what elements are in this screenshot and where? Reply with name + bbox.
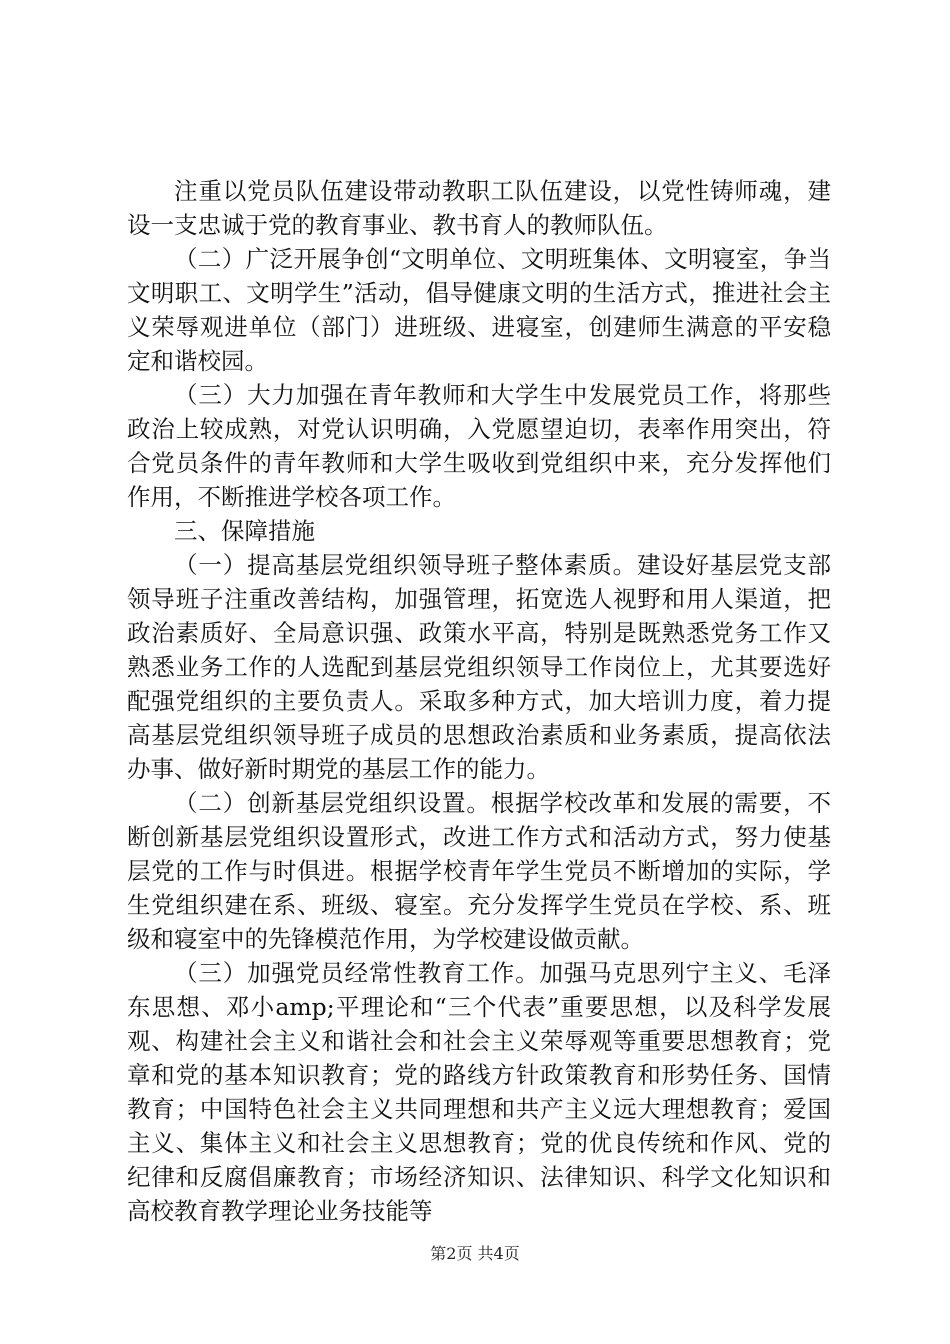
page-number-footer: 第2页 共4页 [430,1244,520,1263]
paragraph-item-2: （二）广泛开展争创“文明单位、文明班集体、文明寝室，争当文明职工、文明学生”活动，倡导健康文明的生活方式，推进社会主义荣辱观进单位（部门）进班级、进寝室，创建师生满意的平安稳定和谐校园。 [127,245,831,375]
paragraph-item-3: （三）大力加强在青年教师和大学生中发展党员工作，将那些政治上较成熟，对党认识明确，入党愿望迫切，表率作用突出，符合党员条件的青年教师和大学生吸收到党组织中来，充分发挥他们作用，不断推进学校各项工作。 [127,381,831,511]
paragraph-continuation: 注重以党员队伍建设带动教职工队伍建设，以党性铸师魂，建设一支忠诚于党的教育事业、教书育人的教师队伍。 [127,177,831,239]
paragraph-measure-2: （二）创新基层党组织设置。根据学校改革和发展的需要，不断创新基层党组织设置形式，改进工作方式和活动方式，努力使基层党的工作与时俱进。根据学校青年学生党员不断增加的实际，学生党组织建在系、班级、寝室。充分发挥学生党员在学校、系、班级和寝室中的先锋模范作用，为学校建设做贡献。 [127,789,831,953]
paragraph-measure-1: （一）提高基层党组织领导班子整体素质。建设好基层党支部领导班子注重改善结构，加强管理，拓宽选人视野和用人渠道，把政治素质好、全局意识强、政策水平高，特别是既熟悉党务工作又熟悉业务工作的人选配到基层党组织领导工作岗位上，尤其要选好配强党组织的主要负责人。采取多种方式，加大培训力度，着力提高基层党组织领导班子成员的思想政治素质和业务素质，提高依法办事、做好新时期党的基层工作的能力。 [127,551,831,783]
document-body [127,174,831,1228]
section-heading: 三、保障措施 [174,517,315,545]
paragraph-measure-3: （三）加强党员经常性教育工作。加强马克思列宁主义、毛泽东思想、邓小amp;平理论和“三个代表”重要思想，以及科学发展观、构建社会主义和谐社会和社会主义荣辱观等重要思想教育；党章和党的基本知识教育；党的路线方针政策教育和形势任务、国情教育；中国特色社会主义共同理想和共产主义远大理想教育；爱国主义、集体主义和社会主义思想教育；党的优良传统和作风、党的纪律和反腐倡廉教育；市场经济知识、法律知识、科学文化知识和高校教育教学理论业务技能等 [127,959,831,1225]
